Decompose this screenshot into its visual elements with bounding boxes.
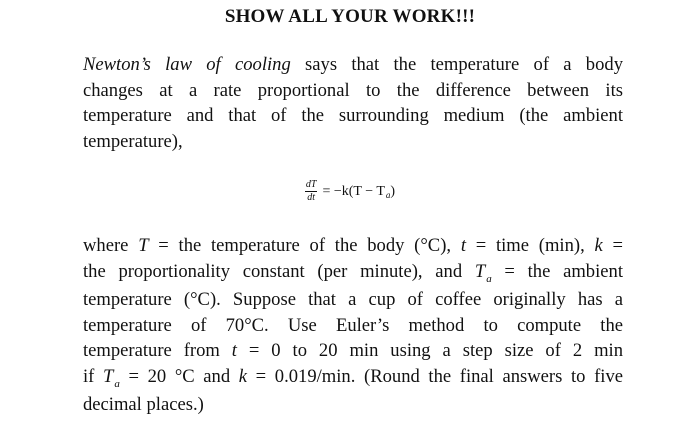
equation-rhs: = $-k(T - T_a)$	[322, 183, 396, 200]
problem-line-7: decimal places.)	[83, 394, 204, 415]
problem-line-2: the proportionality constant (per minute), and $T_a$ = the ambient	[83, 260, 623, 285]
problem-line-5: temperature from t = 0 to 20 min using a step size of 2 min	[83, 340, 623, 361]
problem-paragraph	[83, 233, 623, 418]
fraction-denominator: dt	[307, 192, 316, 203]
derivative-fraction	[305, 180, 318, 203]
problem-line-3: temperature (°C). Suppose that a cup of coffee originally has a	[83, 289, 623, 310]
page-title: SHOW ALL YOUR WORK!!!	[224, 6, 476, 27]
problem-line-1: where T = the temperature of the body (°C), t = time (min), k =	[83, 235, 624, 256]
fraction-numerator: dT	[305, 179, 317, 190]
cooling-equation	[0, 176, 700, 206]
problem-line-6: if $T_a = 20$ °C and k = 0.019/min. (Round the final answers to five	[83, 365, 623, 390]
intro-line-1: Newton’s law of cooling says that the temperature of a body	[83, 54, 623, 75]
law-term: Newton’s law of cooling	[83, 54, 291, 75]
intro-paragraph	[83, 52, 623, 154]
intro-line-2: changes at a rate proportional to the difference between its	[83, 79, 623, 101]
problem-line-4: temperature of 70°C. Use Euler’s method to compute the	[83, 314, 623, 336]
intro-line-3: temperature and that of the surrounding medium (the ambient	[83, 105, 623, 126]
intro-line-4: temperature),	[83, 130, 183, 152]
